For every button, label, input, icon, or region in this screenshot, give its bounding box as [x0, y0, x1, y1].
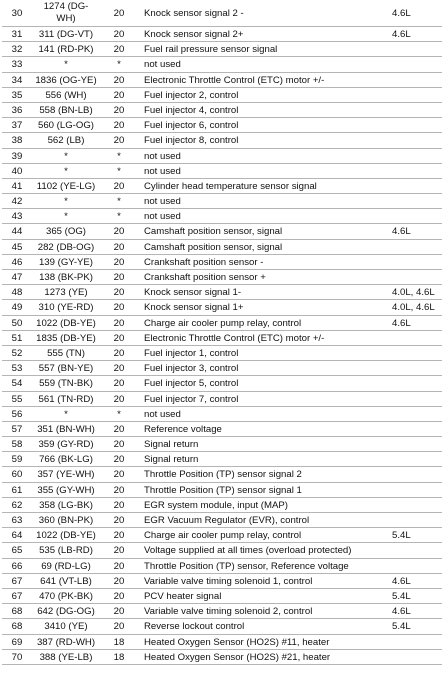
table-row — [0, 285, 448, 300]
circuit-function: Knock sensor signal 1+ — [144, 302, 244, 314]
circuit-wire-color: 69 (RD-LG) — [41, 560, 91, 572]
table-row — [0, 543, 448, 558]
wire-gauge: 20 — [113, 89, 125, 101]
circuit-function: not used — [144, 59, 181, 71]
wire-gauge: 20 — [113, 545, 125, 557]
table-row — [0, 0, 448, 27]
circuit-wire-color: 365 (OG) — [46, 226, 86, 238]
wire-gauge: * — [117, 150, 121, 162]
circuit-wire-color: * — [64, 211, 68, 223]
circuit-wire-color: 388 (YE-LB) — [39, 651, 93, 663]
circuit-function: not used — [144, 196, 181, 208]
pin-number: 56 — [11, 408, 23, 420]
table-row — [0, 483, 448, 498]
table-row — [0, 133, 448, 148]
circuit-wire-color: 359 (GY-RD) — [38, 439, 94, 451]
table-row — [0, 376, 448, 391]
engine-application: 4.0L, 4.6L — [392, 287, 435, 299]
wire-gauge: 20 — [113, 515, 125, 526]
pin-number: 68 — [11, 606, 23, 618]
pin-number: 62 — [11, 499, 23, 511]
wire-gauge: 20 — [113, 241, 125, 253]
wire-gauge: 20 — [113, 332, 125, 344]
table-row — [0, 42, 448, 57]
table-row — [0, 513, 448, 528]
circuit-wire-color: 562 (LB) — [47, 135, 85, 147]
circuit-function: Heated Oxygen Sensor (HO2S) #11, heater — [144, 636, 330, 648]
table-row — [0, 437, 448, 452]
circuit-function: Electronic Throttle Control (ETC) motor +/- — [144, 74, 325, 86]
pin-number: 45 — [11, 241, 23, 253]
engine-application: 4.6L — [392, 8, 411, 19]
circuit-function: not used — [144, 408, 181, 420]
wire-gauge: 20 — [113, 575, 125, 587]
circuit-wire-color: 555 (TN) — [47, 347, 85, 359]
circuit-function: Fuel rail pressure sensor signal — [144, 44, 278, 56]
engine-application: 5.4L — [392, 590, 411, 602]
circuit-wire-color: 560 (LG-OG) — [38, 120, 94, 132]
table-row — [0, 635, 448, 650]
pin-number: 58 — [11, 439, 23, 451]
table-row — [0, 619, 448, 634]
circuit-wire-color: 1273 (YE) — [44, 287, 88, 299]
circuit-wire-color: * — [64, 59, 68, 71]
table-row — [0, 604, 448, 619]
circuit-wire-color: 310 (YE-RD) — [38, 302, 94, 314]
pin-number: 55 — [11, 393, 23, 405]
circuit-function: EGR Vacuum Regulator (EVR), control — [144, 515, 310, 526]
wire-gauge: 20 — [113, 120, 125, 132]
circuit-function: PCV heater signal — [144, 590, 222, 602]
wire-gauge: 20 — [113, 44, 125, 56]
circuit-wire-color: 1022 (DB-YE) — [36, 530, 96, 542]
table-row — [0, 194, 448, 209]
table-row — [0, 118, 448, 133]
engine-application: 4.6L — [392, 606, 411, 618]
pin-number: 35 — [11, 89, 23, 101]
circuit-function: Camshaft position sensor, signal — [144, 226, 283, 238]
circuit-function: Fuel injector 5, control — [144, 378, 239, 390]
table-row — [0, 574, 448, 589]
table-row — [0, 209, 448, 224]
circuit-function: Fuel injector 4, control — [144, 104, 239, 116]
circuit-function: EGR system module, input (MAP) — [144, 499, 288, 511]
wire-gauge: 20 — [113, 621, 125, 633]
table-row — [0, 316, 448, 331]
circuit-function: Reverse lockout control — [144, 621, 245, 633]
circuit-wire-color: 535 (LB-RD) — [39, 545, 93, 557]
pin-number: 30 — [11, 8, 23, 19]
circuit-function: Knock sensor signal 2+ — [144, 29, 244, 40]
circuit-function: Fuel injector 3, control — [144, 363, 239, 375]
wire-gauge: 20 — [113, 469, 125, 481]
circuit-function: Fuel injector 8, control — [144, 135, 239, 147]
wire-gauge: * — [117, 211, 121, 223]
engine-application: 4.6L — [392, 575, 411, 587]
wire-gauge: 20 — [113, 484, 125, 496]
circuit-function: not used — [144, 211, 181, 223]
table-row — [0, 528, 448, 543]
pin-number: 46 — [11, 256, 23, 268]
table-row — [0, 650, 448, 665]
circuit-function: not used — [144, 150, 181, 162]
wire-gauge: 20 — [113, 363, 125, 375]
table-row — [0, 346, 448, 361]
wire-gauge: 20 — [113, 499, 125, 511]
table-row — [0, 467, 448, 482]
pin-number: 67 — [11, 575, 23, 587]
circuit-function: Electronic Throttle Control (ETC) motor +/- — [144, 332, 325, 344]
circuit-function: Reference voltage — [144, 423, 222, 435]
wire-gauge: 20 — [113, 226, 125, 238]
circuit-wire-color: 311 (DG-VT) — [38, 29, 94, 40]
table-row — [0, 407, 448, 422]
table-row — [0, 224, 448, 239]
circuit-function: Variable valve timing solenoid 1, control — [144, 575, 313, 587]
wire-gauge: 20 — [113, 302, 125, 314]
pin-number: 36 — [11, 104, 23, 116]
pin-number: 59 — [11, 454, 23, 466]
table-row — [0, 255, 448, 270]
wire-gauge: 20 — [113, 606, 125, 618]
circuit-wire-color: 470 (PK-BK) — [39, 590, 93, 602]
engine-application: 5.4L — [392, 530, 411, 542]
circuit-wire-color: 1274 (DG-WH) — [43, 1, 89, 24]
circuit-wire-color: 766 (BK-LG) — [39, 454, 93, 466]
wire-gauge: 20 — [113, 8, 125, 19]
wire-gauge: 20 — [113, 378, 125, 390]
table-row — [0, 149, 448, 164]
pin-number: 65 — [11, 545, 23, 557]
circuit-function: Throttle Position (TP) sensor signal 2 — [144, 469, 302, 481]
wire-gauge: 20 — [113, 29, 125, 40]
circuit-function: Crankshaft position sensor + — [144, 272, 266, 283]
wire-gauge: 20 — [113, 590, 125, 602]
wire-gauge: 20 — [113, 317, 125, 329]
wire-gauge: 20 — [113, 393, 125, 405]
table-row — [0, 452, 448, 467]
pin-number: 50 — [11, 317, 23, 329]
circuit-wire-color: * — [64, 165, 68, 177]
table-row — [0, 103, 448, 118]
circuit-function: Fuel injector 1, control — [144, 347, 239, 359]
circuit-function: Throttle Position (TP) sensor, Reference voltage — [144, 560, 349, 572]
circuit-wire-color: 357 (YE-WH) — [37, 469, 95, 481]
wire-gauge: * — [117, 165, 121, 177]
pin-number: 34 — [11, 74, 23, 86]
circuit-wire-color: 1835 (DB-YE) — [36, 332, 96, 344]
table-row — [0, 27, 448, 42]
engine-application: 5.4L — [392, 621, 411, 633]
table-row — [0, 559, 448, 574]
circuit-wire-color: 1102 (YE-LG) — [36, 180, 96, 192]
table-row — [0, 73, 448, 88]
pin-number: 40 — [11, 165, 23, 177]
wire-gauge: 20 — [113, 287, 125, 299]
table-row — [0, 331, 448, 346]
engine-application: 4.0L, 4.6L — [392, 302, 435, 314]
circuit-function: Signal return — [144, 439, 199, 451]
circuit-function: Crankshaft position sensor - — [144, 256, 264, 268]
circuit-function: not used — [144, 165, 181, 177]
pin-number: 63 — [11, 515, 23, 526]
pin-number: 51 — [11, 332, 23, 344]
pin-number: 31 — [11, 29, 23, 40]
wire-gauge: * — [117, 196, 121, 208]
circuit-function: Heated Oxygen Sensor (HO2S) #21, heater — [144, 651, 331, 663]
circuit-function: Charge air cooler pump relay, control — [144, 530, 302, 542]
pin-number: 32 — [11, 44, 23, 56]
table-row — [0, 88, 448, 103]
circuit-function: Charge air cooler pump relay, control — [144, 317, 302, 329]
pin-number: 67 — [11, 590, 23, 602]
circuit-wire-color: 387 (RD-WH) — [36, 636, 96, 648]
wire-gauge: 20 — [113, 272, 125, 283]
circuit-function: Variable valve timing solenoid 2, control — [144, 606, 313, 618]
circuit-function: Throttle Position (TP) sensor signal 1 — [144, 484, 302, 496]
circuit-wire-color: 360 (BN-PK) — [38, 515, 94, 526]
table-row — [0, 240, 448, 255]
pin-number: 66 — [11, 560, 23, 572]
table-row — [0, 361, 448, 376]
circuit-wire-color: * — [64, 150, 68, 162]
circuit-wire-color: 355 (GY-WH) — [37, 484, 95, 496]
circuit-wire-color: 139 (GY-YE) — [38, 256, 94, 268]
pin-number: 57 — [11, 423, 23, 435]
table-row — [0, 498, 448, 513]
circuit-function: Cylinder head temperature sensor signal — [144, 180, 317, 192]
circuit-wire-color: 558 (BN-LB) — [39, 104, 93, 116]
circuit-function: Signal return — [144, 454, 199, 466]
wire-gauge: 20 — [113, 135, 125, 147]
circuit-wire-color: 641 (VT-LB) — [40, 575, 92, 587]
wire-gauge: 20 — [113, 454, 125, 466]
pin-number: 52 — [11, 347, 23, 359]
wire-gauge: 20 — [113, 180, 125, 192]
table-row — [0, 179, 448, 194]
wire-gauge: 20 — [113, 104, 125, 116]
wire-gauge: 20 — [113, 530, 125, 542]
circuit-wire-color: * — [64, 408, 68, 420]
circuit-function: Knock sensor signal 2 - — [144, 8, 244, 19]
circuit-wire-color: 3410 (YE) — [44, 621, 88, 633]
pin-number: 70 — [11, 651, 23, 663]
wire-gauge: 18 — [113, 651, 125, 663]
pin-number: 39 — [11, 150, 23, 162]
circuit-wire-color: 138 (BK-PK) — [39, 272, 93, 283]
pin-number: 48 — [11, 287, 23, 299]
pin-number: 54 — [11, 378, 23, 390]
table-row — [0, 392, 448, 407]
circuit-function: Fuel injector 7, control — [144, 393, 239, 405]
pin-number: 33 — [11, 59, 23, 71]
circuit-wire-color: 1836 (OG-YE) — [35, 74, 97, 86]
table-row — [0, 422, 448, 437]
table-row — [0, 270, 448, 285]
wire-gauge: 20 — [113, 256, 125, 268]
circuit-wire-color: 561 (TN-RD) — [38, 393, 94, 405]
table-row — [0, 57, 448, 72]
circuit-function: Camshaft position sensor, signal — [144, 241, 283, 253]
pin-number: 68 — [11, 621, 23, 633]
circuit-wire-color: 358 (LG-BK) — [39, 499, 93, 511]
wire-gauge: 20 — [113, 74, 125, 86]
wire-gauge: 20 — [113, 439, 125, 451]
circuit-wire-color: 1022 (DB-YE) — [36, 317, 96, 329]
circuit-wire-color: * — [64, 196, 68, 208]
circuit-function: Voltage supplied at all times (overload protected) — [144, 545, 352, 557]
table-row — [0, 300, 448, 315]
wire-gauge: 20 — [113, 347, 125, 359]
circuit-wire-color: 556 (WH) — [45, 89, 87, 101]
circuit-function: Fuel injector 6, control — [144, 120, 239, 132]
engine-application: 4.6L — [392, 29, 411, 40]
wire-gauge: * — [117, 59, 121, 71]
circuit-wire-color: 141 (RD-PK) — [38, 44, 94, 56]
engine-application: 4.6L — [392, 317, 411, 329]
circuit-wire-color: 282 (DB-OG) — [37, 241, 95, 253]
wire-gauge: 20 — [113, 423, 125, 435]
circuit-wire-color: 559 (TN-BK) — [39, 378, 93, 390]
pin-number: 43 — [11, 211, 23, 223]
pin-number: 38 — [11, 135, 23, 147]
circuit-function: Fuel injector 2, control — [144, 89, 239, 101]
wire-gauge: 18 — [113, 636, 125, 648]
circuit-wire-color: 642 (DG-OG) — [37, 606, 95, 618]
pin-number: 53 — [11, 363, 23, 375]
pin-number: 60 — [11, 469, 23, 481]
pin-number: 61 — [11, 484, 23, 496]
circuit-wire-color: 557 (BN-YE) — [38, 363, 94, 375]
table-row — [0, 164, 448, 179]
engine-application: 4.6L — [392, 226, 411, 238]
wire-gauge: 20 — [113, 560, 125, 572]
circuit-function: Knock sensor signal 1- — [144, 287, 242, 299]
pin-number: 64 — [11, 530, 23, 542]
pin-number: 37 — [11, 120, 23, 132]
wire-gauge: * — [117, 408, 121, 420]
pin-number: 41 — [11, 180, 23, 192]
circuit-wire-color: 351 (BN-WH) — [37, 423, 95, 435]
pin-number: 44 — [11, 226, 23, 238]
table-row — [0, 589, 448, 604]
pin-number: 49 — [11, 302, 23, 314]
pin-number: 69 — [11, 636, 23, 648]
pin-number: 47 — [11, 272, 23, 283]
pin-number: 42 — [11, 196, 23, 208]
